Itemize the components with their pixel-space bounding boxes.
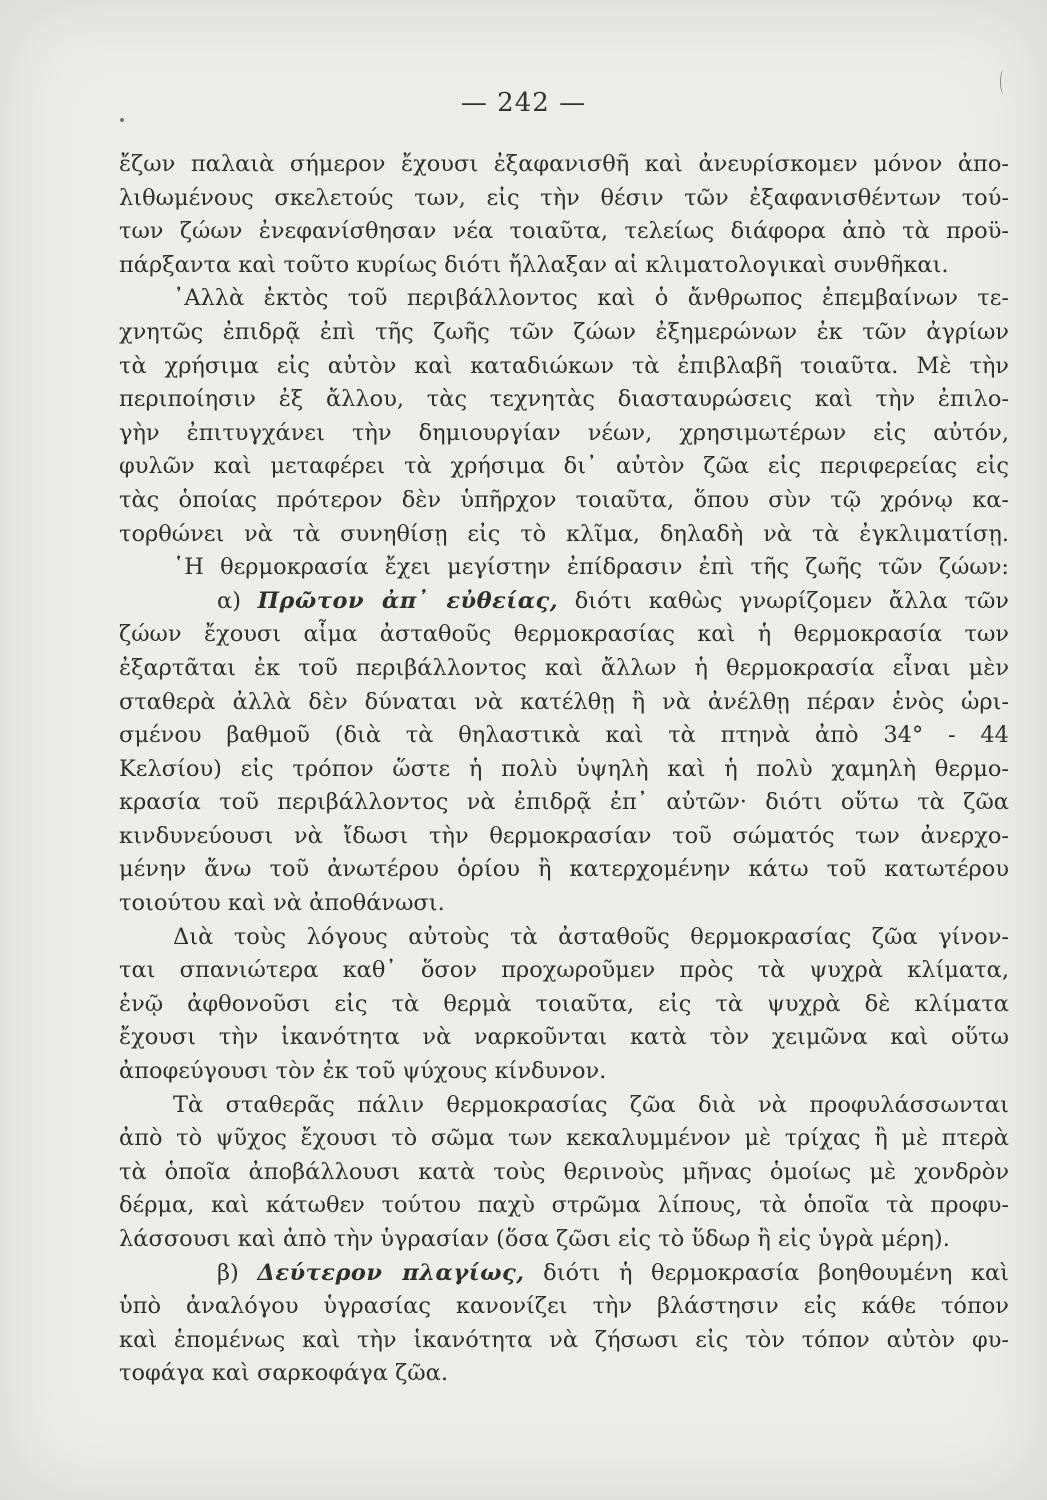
- text-line: φυλῶν καὶ μεταφέρει τὰ χρήσιμα δι᾿ αὐτὸν ζῶα εἰς περιφερείας εἰς: [119, 453, 1009, 480]
- text-line: Κελσίου) εἰς τρόπον ὥστε ἡ πολὺ ὑψηλὴ καὶ ἡ πολὺ χαμηλὴ θερμο-: [119, 755, 1009, 782]
- text-line: ᾿Αλλὰ ἐκτὸς τοῦ περιβάλλοντος καὶ ὁ ἄνθρωπος ἐπεμβαίνων τε-: [173, 285, 1009, 312]
- item-b-marker: β): [217, 1259, 239, 1286]
- item-a-marker: α): [217, 587, 241, 614]
- text-line: μένην ἄνω τοῦ ἀνωτέρου ὁρίου ἢ κατερχομένην κάτω τοῦ κατωτέρου: [119, 856, 1009, 883]
- text-line: καὶ ἑπομένως καὶ τὴν ἱκανότητα νὰ ζήσωσι εἰς τὸν τόπον αὐτὸν φυ-: [119, 1326, 1009, 1353]
- text-line: τορθώνει νὰ τὰ συνηθίσῃ εἰς τὸ κλῖμα, δηλαδὴ νὰ τὰ ἐγκλιματίσῃ.: [119, 520, 1009, 547]
- item-a-heading: Πρῶτον ἀπ᾿ εὐθείας,: [257, 587, 559, 614]
- text-line: ζώων ἔχουσι αἷμα ἀσταθοῦς θερμοκρασίας καὶ ἡ θερμοκρασία των: [119, 621, 1009, 648]
- text-line: ὑπὸ ἀναλόγου ὑγρασίας κανονίζει τὴν βλάστησιν εἰς κάθε τόπον: [119, 1293, 1009, 1320]
- item-a-text: διότι καθὼς γνωρίζομεν ἄλλα τῶν: [558, 587, 1009, 614]
- text-line: σμένου βαθμοῦ (διὰ τὰ θηλαστικὰ καὶ τὰ πτηνὰ ἀπὸ 34° - 44: [119, 722, 1009, 749]
- text-line: ἔζων παλαιὰ σήμερον ἔχουσι ἐξαφανισθῆ καὶ ἀνευρίσκομεν μόνον ἀπο-: [119, 151, 1009, 177]
- text-line: περιποίησιν ἐξ ἄλλου, τὰς τεχνητὰς διασταυρώσεις καὶ τὴν ἐπιλο-: [119, 386, 1009, 413]
- text-line: τὰ ὁποῖα ἀποβάλλουσι κατὰ τοὺς θερινοὺς μῆνας ὁμοίως μὲ χονδρὸν: [119, 1158, 1009, 1185]
- body-text: [119, 148, 1009, 1391]
- text-line: λιθωμένους σκελετούς των, εἰς τὴν θέσιν τῶν ἐξαφανισθέντων τού-: [119, 184, 1009, 211]
- text-line: λάσσουσι καὶ ἀπὸ τὴν ὑγρασίαν (ὅσα ζῶσι εἰς τὸ ὕδωρ ἢ εἰς ὑγρὰ μέρη).: [119, 1226, 950, 1252]
- text-line: τοφάγα καὶ σαρκοφάγα ζῶα.: [119, 1360, 448, 1387]
- item-b-text: διότι ἡ θερμοκρασία βοηθουμένη καὶ: [524, 1259, 1009, 1286]
- text-line: Τὰ σταθερᾶς πάλιν θερμοκρασίας ζῶα διὰ νὰ προφυλάσσωνται: [173, 1091, 1009, 1118]
- text-line: χνητῶς ἐπιδρᾷ ἐπὶ τῆς ζωῆς τῶν ζώων ἐξημερώνων ἐκ τῶν ἀγρίων: [119, 318, 1009, 345]
- scan-speck: [120, 118, 124, 122]
- text-line: γὴν ἐπιτυγχάνει τὴν δημιουργίαν νέων, χρησιμωτέρων εἰς αὐτόν,: [119, 419, 1009, 446]
- text-line: κινδυνεύουσι νὰ ἴδωσι τὴν θερμοκρασίαν τοῦ σώματός των ἀνερχο-: [119, 822, 1009, 849]
- text-line: Διὰ τοὺς λόγους αὐτοὺς τὰ ἀσταθοῦς θερμοκρασίας ζῶα γίνον-: [173, 923, 1009, 950]
- text-line: πάρξαντα καὶ τοῦτο κυρίως διότι ἤλλαξαν αἱ κλιματολογικαὶ συνθῆκαι.: [119, 251, 949, 278]
- text-line: τὰ χρήσιμα εἰς αὐτὸν καὶ καταδιώκων τὰ ἐπιβλαβῆ τοιαῦτα. Μὲ τὴν: [119, 352, 1009, 379]
- text-line: τοιούτου καὶ νὰ ἀποθάνωσι.: [119, 890, 445, 917]
- text-line: ἀποφεύγουσι τὸν ἐκ τοῦ ψύχους κίνδυνον.: [119, 1058, 607, 1085]
- text-line: ται σπανιώτερα καθ᾿ ὅσον προχωροῦμεν πρὸς τὰ ψυχρὰ κλίματα,: [119, 957, 1009, 984]
- text-line: τὰς ὁποίας πρότερον δὲν ὑπῆρχον τοιαῦτα, ὅπου σὺν τῷ χρόνῳ κα-: [119, 486, 1009, 513]
- item-b-heading: Δεύτερον πλαγίως,: [257, 1259, 525, 1286]
- text-line: ἀπὸ τὸ ψῦχος ἔχουσι τὸ σῶμα των κεκαλυμμένον μὲ τρίχας ἢ μὲ πτερὰ: [119, 1125, 1009, 1152]
- text-line: κρασία τοῦ περιβάλλοντος νὰ ἐπιδρᾷ ἐπ᾿ αὐτῶν· διότι οὕτω τὰ ζῶα: [119, 789, 1009, 816]
- page-number: — 242 —: [460, 88, 587, 118]
- text-line: δέρμα, καὶ κάτωθεν τούτου παχὺ στρῶμα λίπους, τὰ ὁποῖα τὰ προφυ-: [119, 1192, 1009, 1219]
- text-line: ῾Η θερμοκρασία ἔχει μεγίστην ἐπίδρασιν ἐπὶ τῆς ζωῆς τῶν ζώων:: [173, 554, 1009, 581]
- text-line: ἐξαρτᾶται ἐκ τοῦ περιβάλλοντος καὶ ἄλλων ἡ θερμοκρασία εἶναι μὲν: [119, 654, 1009, 681]
- item-a-line: [119, 585, 1009, 619]
- item-b-line: [119, 1257, 1009, 1291]
- text-line: των ζώων ἐνεφανίσθησαν νέα τοιαῦτα, τελείως διάφορα ἀπὸ τὰ προϋ-: [119, 218, 1009, 245]
- text-line: ἐνῷ ἀφθονοῦσι εἰς τὰ θερμὰ τοιαῦτα, εἰς τὰ ψυχρὰ δὲ κλίματα: [119, 990, 1009, 1017]
- text-line: σταθερὰ ἀλλὰ δὲν δύναται νὰ κατέλθῃ ἢ νὰ ἀνέλθῃ πέραν ἑνὸς ὡρι-: [119, 688, 1009, 715]
- text-line: ἔχουσι τὴν ἱκανότητα νὰ ναρκοῦνται κατὰ τὸν χειμῶνα καὶ οὕτω: [119, 1024, 1009, 1051]
